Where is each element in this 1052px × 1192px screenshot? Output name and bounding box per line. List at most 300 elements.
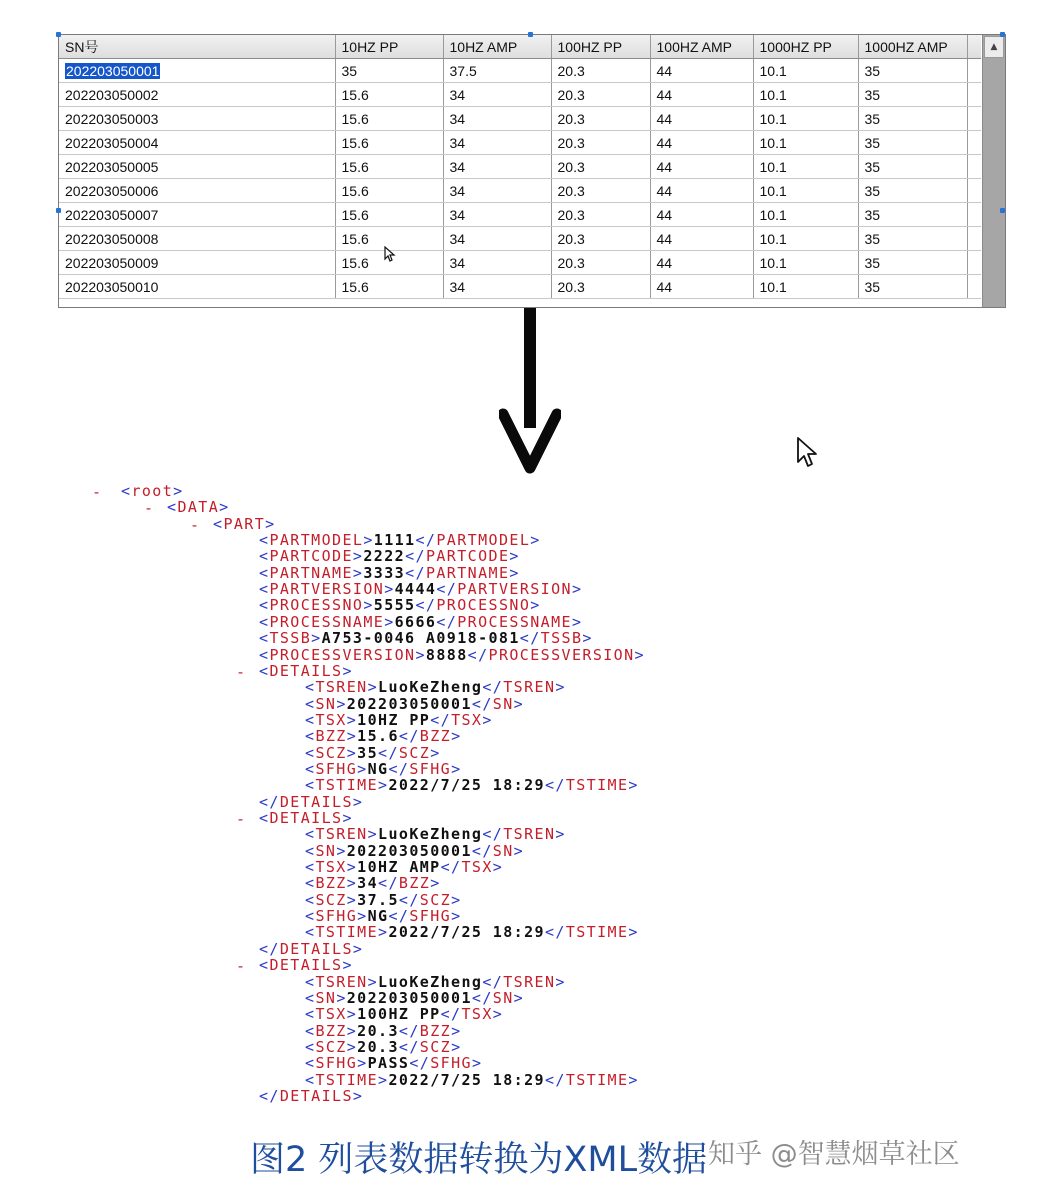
table-cell[interactable]: 20.3	[551, 203, 650, 227]
table-cell[interactable]: 15.6	[335, 203, 443, 227]
xml-bracket: >	[513, 988, 525, 1007]
xml-tag-name: TSX	[315, 1005, 347, 1024]
xml-value: 35	[357, 743, 379, 762]
table-cell[interactable]: 44	[650, 227, 753, 251]
xml-tag-name: PARTVERSION	[269, 580, 385, 599]
table-cell[interactable]: 44	[650, 251, 753, 275]
xml-value: 5555	[373, 596, 416, 615]
xml-bracket: </	[259, 1086, 280, 1105]
xml-value: 2022/7/25 18:29	[388, 923, 545, 942]
table-cell[interactable]: 20.3	[551, 251, 650, 275]
xml-bracket: >	[346, 858, 358, 877]
xml-tag-name: TSREN	[503, 678, 556, 697]
table-cell[interactable]: 10.1	[753, 227, 858, 251]
xml-bracket: </	[436, 612, 458, 631]
xml-bracket: </	[415, 596, 437, 615]
xml-bracket: </	[405, 547, 426, 566]
xml-tag-name: DETAILS	[269, 661, 343, 680]
xml-tag-name: PART	[223, 514, 266, 533]
xml-value: 2222	[363, 547, 406, 566]
xml-tag-name: TSTIME	[315, 1070, 379, 1089]
xml-tag-name: PROCESSNAME	[457, 612, 572, 631]
xml-bracket: >	[451, 759, 462, 778]
xml-bracket: >	[346, 1037, 358, 1056]
xml-value: LuoKeZheng	[378, 972, 483, 991]
xml-bracket: >	[492, 1005, 504, 1024]
xml-bracket: <	[305, 1021, 316, 1040]
xml-value: 8888	[425, 645, 468, 664]
xml-tag-name: PROCESSVERSION	[269, 645, 416, 664]
xml-value: 6666	[394, 612, 437, 631]
xml-bracket: <	[121, 482, 132, 500]
table-cell[interactable]: 202203050007	[59, 203, 335, 227]
xml-tag-name: TSX	[315, 710, 347, 729]
xml-bracket: >	[384, 580, 395, 599]
xml-bracket: >	[430, 874, 441, 893]
xml-tag-name: BZZ	[315, 727, 347, 746]
xml-bracket: </	[436, 580, 458, 599]
table-cell[interactable]: 10.1	[753, 155, 858, 179]
table-cell[interactable]: 34	[443, 83, 551, 107]
xml-bracket: <	[305, 923, 316, 942]
xml-bracket: >	[357, 907, 368, 926]
xml-bracket: >	[378, 776, 389, 795]
xml-bracket: >	[346, 727, 358, 746]
xml-tag-name: PROCESSNO	[269, 596, 364, 615]
xml-value: NG	[367, 759, 389, 778]
column-header-1000hz-pp[interactable]: 1000HZ PP	[753, 35, 858, 59]
xml-value: LuoKeZheng	[378, 678, 483, 697]
xml-bracket: >	[530, 531, 541, 550]
table-cell[interactable]: 15.6	[335, 227, 443, 251]
xml-bracket: >	[509, 563, 520, 582]
xml-bracket: >	[555, 972, 566, 991]
table-cell[interactable]: 20.3	[551, 131, 650, 155]
xml-bracket: >	[311, 629, 322, 648]
xml-tag-name: TSREN	[503, 972, 556, 991]
xml-bracket: >	[513, 694, 525, 713]
xml-bracket: >	[509, 547, 520, 566]
xml-bracket: >	[342, 809, 353, 827]
xml-bracket: <	[259, 531, 270, 550]
xml-bracket: >	[492, 858, 504, 877]
table-cell[interactable]: 202203050005	[59, 155, 335, 179]
xml-tag-name: DETAILS	[279, 939, 353, 958]
table-cell[interactable]: 202203050008	[59, 227, 335, 251]
xml-tag-name: SCZ	[315, 743, 347, 762]
table-cell[interactable]: 15.6	[335, 107, 443, 131]
xml-bracket: >	[513, 841, 525, 860]
table-cell[interactable]: 15.6	[335, 83, 443, 107]
xml-bracket: >	[346, 874, 358, 893]
xml-value: 34	[357, 874, 379, 893]
xml-bracket: >	[352, 547, 364, 566]
xml-tag-name: TSSB	[540, 629, 583, 648]
column-header-sn[interactable]: SN号	[59, 35, 335, 59]
table-cell[interactable]: 35	[858, 227, 967, 251]
xml-bracket: </	[378, 874, 399, 893]
xml-value: 202203050001	[346, 841, 472, 860]
table-cell[interactable]: 35	[858, 59, 967, 83]
xml-bracket: <	[259, 596, 270, 615]
xml-tag-name: SFHG	[409, 759, 452, 778]
table-cell[interactable]: 35	[858, 155, 967, 179]
xml-bracket: >	[451, 1037, 462, 1056]
xml-tag-name: SN	[315, 841, 337, 860]
xml-bracket: <	[305, 988, 316, 1007]
xml-bracket: >	[352, 563, 364, 582]
xml-value: 37.5	[357, 890, 399, 909]
table-cell[interactable]: 20.3	[551, 275, 650, 299]
table-cell[interactable]: 34	[443, 107, 551, 131]
xml-bracket: >	[482, 710, 493, 729]
xml-bracket: </	[519, 629, 541, 648]
xml-tag-name: SFHG	[409, 907, 452, 926]
xml-tag-name: PROCESSNAME	[269, 612, 385, 631]
table-cell[interactable]: 44	[650, 275, 753, 299]
table-cell[interactable]: 34	[443, 227, 551, 251]
xml-bracket: <	[167, 498, 178, 517]
xml-bracket: >	[471, 1054, 483, 1073]
table-cell[interactable]: 15.6	[335, 131, 443, 155]
table-cell[interactable]: 34	[443, 275, 551, 299]
table-cell[interactable]: 202203050004	[59, 131, 335, 155]
column-header-10hz-amp[interactable]: 10HZ AMP	[443, 35, 551, 59]
xml-tag-name: SCZ	[419, 1037, 452, 1056]
xml-bracket: <	[305, 694, 316, 713]
xml-bracket: </	[430, 710, 452, 729]
xml-bracket: </	[398, 1037, 420, 1056]
table-cell[interactable]: 202203050009	[59, 251, 335, 275]
xml-bracket: </	[388, 907, 410, 926]
table-cell[interactable]: 35	[858, 203, 967, 227]
xml-bracket: </	[388, 759, 410, 778]
xml-bracket: >	[571, 580, 583, 599]
xml-bracket: </	[482, 678, 504, 697]
table-cell[interactable]: 10.1	[753, 179, 858, 203]
xml-bracket: <	[259, 547, 270, 566]
xml-value: 1111	[373, 531, 416, 550]
xml-value: 3333	[363, 563, 406, 582]
xml-tag-name: SN	[315, 988, 337, 1007]
xml-bracket: </	[440, 858, 462, 877]
xml-tag-name: TSX	[461, 858, 493, 877]
table-cell[interactable]: 15.6	[335, 251, 443, 275]
table-cell[interactable]: 35	[858, 107, 967, 131]
xml-bracket: >	[451, 727, 462, 746]
xml-tag-name: SCZ	[419, 890, 452, 909]
watermark: 知乎 @智慧烟草社区	[708, 1139, 960, 1170]
xml-bracket: >	[530, 596, 541, 615]
xml-bracket: >	[451, 890, 462, 909]
xml-bracket: <	[305, 678, 316, 697]
table-cell[interactable]: 20.3	[551, 179, 650, 203]
table-cell[interactable]: 20.3	[551, 107, 650, 131]
table-cell[interactable]: 34	[443, 155, 551, 179]
table-cell[interactable]: 10.1	[753, 203, 858, 227]
xml-tag-name: TSSB	[269, 629, 312, 648]
xml-tag-name: PARTVERSION	[457, 580, 572, 599]
table-cell[interactable]: 35	[858, 251, 967, 275]
xml-bracket: <	[259, 580, 270, 599]
xml-bracket: <	[305, 841, 316, 860]
xml-value: 2022/7/25 18:29	[388, 1070, 545, 1089]
xml-value: 20.3	[357, 1021, 399, 1040]
xml-bracket: <	[305, 972, 316, 991]
xml-tag-name: PROCESSVERSION	[488, 645, 635, 664]
xml-value: 15.6	[357, 727, 399, 746]
xml-value: 10HZ AMP	[357, 858, 441, 877]
xml-bracket: >	[219, 498, 230, 517]
table-cell[interactable]: 44	[650, 131, 753, 155]
collapse-toggle-icon[interactable]: -	[92, 483, 103, 501]
xml-bracket: </	[544, 1070, 566, 1089]
xml-bracket: <	[305, 710, 316, 729]
table-cell[interactable]: 44	[650, 203, 753, 227]
xml-bracket: <	[305, 825, 316, 844]
table-cell[interactable]: 10.1	[753, 59, 858, 83]
xml-bracket: </	[544, 923, 566, 942]
table-cell[interactable]: 10.1	[753, 131, 858, 155]
xml-tag-name: SFHG	[315, 1054, 358, 1073]
xml-bracket: <	[305, 907, 316, 926]
xml-value: NG	[367, 907, 389, 926]
xml-bracket: >	[363, 596, 374, 615]
xml-bracket: >	[555, 825, 566, 844]
xml-tag-name: SN	[315, 694, 337, 713]
xml-bracket: >	[336, 841, 347, 860]
table-cell[interactable]: 20.3	[551, 59, 650, 83]
xml-tag-name: TSTIME	[565, 776, 629, 795]
xml-bracket: >	[378, 923, 389, 942]
table-cell[interactable]: 34	[443, 131, 551, 155]
table-cell[interactable]: 34	[443, 203, 551, 227]
xml-bracket: >	[367, 825, 379, 844]
xml-bracket: >	[415, 645, 426, 664]
xml-bracket: >	[352, 939, 364, 958]
xml-bracket: </	[259, 792, 280, 811]
table-cell[interactable]: 44	[650, 155, 753, 179]
xml-tag-name: PARTCODE	[269, 547, 353, 566]
selected-cell-text: 202203050001	[66, 62, 160, 79]
table-cell[interactable]: 44	[650, 107, 753, 131]
xml-bracket: >	[357, 1054, 368, 1073]
xml-bracket: >	[336, 988, 347, 1007]
xml-bracket: >	[346, 1021, 358, 1040]
table-cell[interactable]: 202203050002	[59, 83, 335, 107]
xml-bracket: </	[409, 1054, 431, 1073]
xml-bracket: <	[259, 661, 270, 680]
xml-tag-name: SCZ	[315, 1037, 347, 1056]
xml-bracket: <	[305, 1054, 316, 1073]
table-cell[interactable]: 20.3	[551, 83, 650, 107]
table-cell[interactable]: 202203050010	[59, 275, 335, 299]
table-cell[interactable]: 35	[858, 131, 967, 155]
xml-bracket: </	[544, 776, 566, 795]
table-cell[interactable]: 20.3	[551, 227, 650, 251]
xml-tag-name: PARTNAME	[425, 563, 510, 582]
xml-bracket: >	[430, 743, 441, 762]
table-cell[interactable]: 44	[650, 179, 753, 203]
xml-bracket: <	[259, 612, 270, 631]
xml-bracket: >	[582, 629, 593, 648]
xml-tag-name: TSREN	[315, 972, 368, 991]
xml-bracket: >	[352, 792, 364, 811]
xml-tag-name: BZZ	[398, 874, 431, 893]
xml-tag-name: BZZ	[419, 727, 452, 746]
xml-bracket: <	[305, 874, 316, 893]
table-cell[interactable]: 20.3	[551, 155, 650, 179]
table-cell[interactable]: 35	[858, 275, 967, 299]
xml-bracket: </	[467, 645, 489, 664]
xml-tag-name: SFHG	[430, 1054, 472, 1073]
xml-value: LuoKeZheng	[378, 825, 483, 844]
xml-bracket: <	[305, 743, 316, 762]
xml-bracket: </	[482, 972, 504, 991]
xml-details-close	[259, 1088, 363, 1105]
table-cell[interactable]: 202203050006	[59, 179, 335, 203]
xml-bracket: >	[342, 661, 353, 680]
xml-value: 100HZ PP	[357, 1005, 441, 1024]
xml-bracket: </	[405, 563, 426, 582]
xml-bracket: <	[305, 759, 316, 778]
xml-tag-name: TSX	[315, 858, 347, 877]
xml-tag-name: PARTMODEL	[269, 531, 364, 550]
table-cell[interactable]: 10.1	[753, 275, 858, 299]
xml-bracket: >	[173, 482, 184, 500]
xml-bracket: >	[571, 612, 583, 631]
table-cell[interactable]: 44	[650, 83, 753, 107]
xml-bracket: >	[352, 1086, 364, 1105]
xml-bracket: >	[451, 907, 462, 926]
xml-tag-name: TSTIME	[315, 776, 379, 795]
xml-tag-name: SN	[492, 694, 514, 713]
xml-tag-name: DETAILS	[269, 956, 343, 975]
xml-tag-name: DETAILS	[279, 792, 353, 811]
xml-bracket: <	[259, 809, 270, 827]
xml-bracket: </	[398, 727, 420, 746]
table-cell[interactable]: 10.1	[753, 107, 858, 131]
xml-tag-name: root	[131, 482, 174, 500]
xml-tag-name: TSREN	[503, 825, 556, 844]
xml-bracket: >	[634, 645, 645, 664]
xml-bracket: </	[398, 1021, 420, 1040]
table-cell[interactable]: 202203050003	[59, 107, 335, 131]
collapse-toggle-icon[interactable]: -	[236, 810, 247, 828]
xml-tag-name: TSX	[451, 710, 483, 729]
xml-value: 202203050001	[346, 694, 472, 713]
xml-bracket: <	[305, 1070, 316, 1089]
xml-tag-name: PARTNAME	[269, 563, 353, 582]
xml-bracket: >	[384, 612, 395, 631]
xml-tag-name: TSTIME	[315, 923, 379, 942]
xml-value: A753-0046 A0918-081	[321, 629, 520, 648]
table-cell[interactable]: 15.6	[335, 275, 443, 299]
table-cell[interactable]: 34	[443, 251, 551, 275]
table-cell[interactable]: 34	[443, 179, 551, 203]
xml-bracket: </	[471, 841, 493, 860]
xml-tag-name: SCZ	[398, 743, 431, 762]
xml-tag-name: TSREN	[315, 678, 368, 697]
xml-value: 10HZ PP	[357, 710, 431, 729]
xml-bracket: >	[363, 531, 374, 550]
collapse-toggle-icon[interactable]: -	[144, 499, 155, 518]
xml-tag-name: BZZ	[315, 874, 347, 893]
xml-bracket: </	[471, 988, 493, 1007]
xml-tag-name: SN	[492, 988, 514, 1007]
xml-tag-name: SCZ	[315, 890, 347, 909]
xml-tag-name: PROCESSNO	[436, 596, 531, 615]
xml-bracket: >	[357, 759, 368, 778]
xml-tag-name: DETAILS	[269, 809, 343, 827]
xml-bracket: >	[336, 694, 347, 713]
xml-tag-name: TSX	[461, 1005, 493, 1024]
scroll-up-icon[interactable]: ▲	[984, 36, 1004, 58]
xml-bracket: </	[471, 694, 493, 713]
figure-caption: 图2 列表数据转换为XML数据	[250, 1140, 708, 1180]
xml-value: 2022/7/25 18:29	[388, 776, 545, 795]
table-cell[interactable]: 35	[858, 179, 967, 203]
xml-bracket: <	[305, 1005, 316, 1024]
table-cell[interactable]: 15.6	[335, 179, 443, 203]
xml-bracket: >	[628, 1070, 639, 1089]
table-cell[interactable]: 35	[335, 59, 443, 83]
xml-value: 4444	[394, 580, 437, 599]
xml-value: 202203050001	[346, 988, 472, 1007]
table-cell[interactable]: 10.1	[753, 83, 858, 107]
xml-bracket: >	[346, 743, 358, 762]
table-cell[interactable]: 35	[858, 83, 967, 107]
xml-tag-name: TSTIME	[565, 923, 629, 942]
xml-tag-name: TSREN	[315, 825, 368, 844]
xml-bracket: <	[259, 956, 270, 975]
table-cell[interactable]: 44	[650, 59, 753, 83]
xml-tag-name: DETAILS	[279, 1086, 353, 1105]
xml-bracket: >	[555, 678, 566, 697]
xml-bracket: <	[305, 1037, 316, 1056]
xml-bracket: >	[628, 923, 639, 942]
column-header-10hz-pp[interactable]: 10HZ PP	[335, 35, 443, 59]
xml-bracket: >	[346, 710, 358, 729]
xml-tag-name: TSTIME	[565, 1070, 629, 1089]
table-cell[interactable]: 37.5	[443, 59, 551, 83]
xml-bracket: <	[259, 629, 270, 648]
xml-bracket: <	[213, 514, 224, 533]
column-header-100hz-pp[interactable]: 100HZ PP	[551, 35, 650, 59]
column-header-100hz-amp[interactable]: 100HZ AMP	[650, 35, 753, 59]
xml-bracket: </	[398, 890, 420, 909]
xml-bracket: <	[259, 563, 270, 582]
xml-tag-name: BZZ	[419, 1021, 452, 1040]
xml-bracket: >	[367, 678, 379, 697]
xml-tag-name: SFHG	[315, 907, 358, 926]
table-cell[interactable]: 10.1	[753, 251, 858, 275]
collapse-toggle-icon[interactable]: -	[236, 662, 247, 681]
xml-bracket: <	[305, 776, 316, 795]
collapse-toggle-icon[interactable]: -	[236, 957, 247, 976]
xml-bracket: >	[265, 514, 276, 533]
xml-bracket: >	[628, 776, 639, 795]
table-cell[interactable]: 15.6	[335, 155, 443, 179]
xml-bracket: </	[378, 743, 399, 762]
xml-tag-name: DATA	[177, 498, 220, 517]
column-header-1000hz-amp[interactable]: 1000HZ AMP	[858, 35, 967, 59]
xml-bracket: </	[415, 531, 437, 550]
xml-bracket: >	[342, 956, 353, 975]
collapse-toggle-icon[interactable]: -	[190, 515, 201, 534]
xml-bracket: </	[440, 1005, 462, 1024]
xml-bracket: >	[451, 1021, 462, 1040]
